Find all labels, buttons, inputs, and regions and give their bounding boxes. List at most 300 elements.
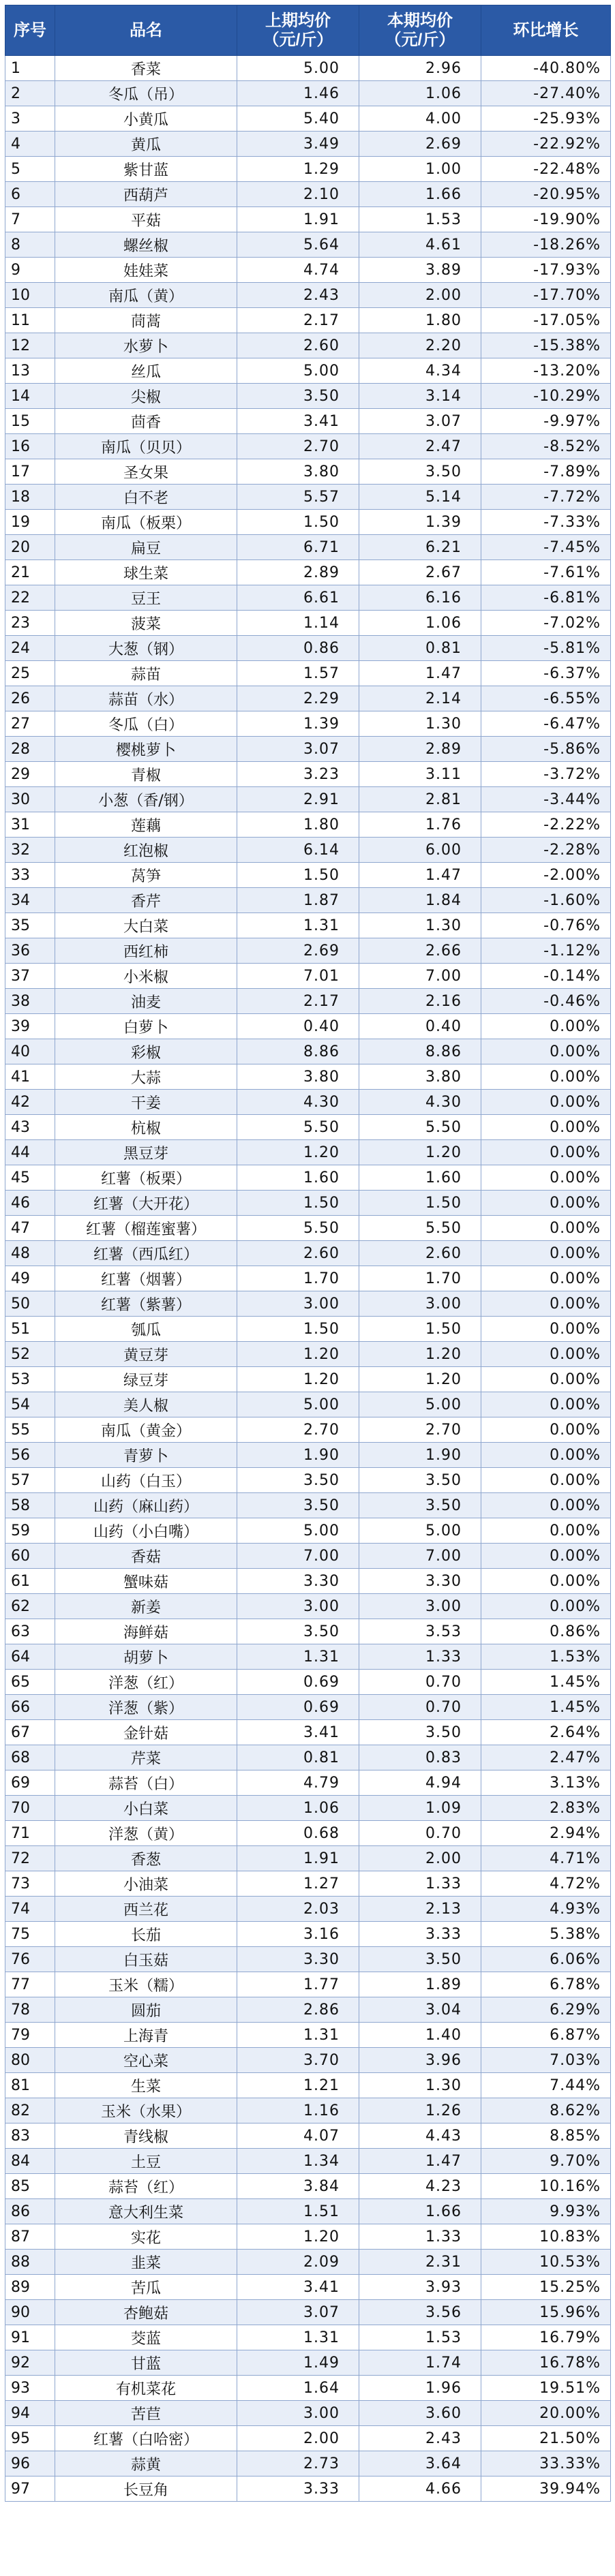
row-index: 8 [5, 232, 55, 258]
row-prev-price: 3.50 [237, 1619, 359, 1644]
row-curr-price: 1.80 [359, 308, 481, 333]
header-index: 序号 [5, 5, 55, 56]
row-change: 1.45% [481, 1670, 611, 1695]
row-name: 莲藕 [55, 812, 237, 838]
row-name: 长豆角 [55, 2477, 237, 2502]
row-prev-price: 5.64 [237, 232, 359, 258]
row-change: 6.29% [481, 1997, 611, 2023]
row-index: 64 [5, 1644, 55, 1670]
row-change: 0.00% [481, 1443, 611, 1468]
row-index: 74 [5, 1897, 55, 1922]
row-index: 57 [5, 1468, 55, 1493]
row-index: 85 [5, 2174, 55, 2199]
row-change: 0.00% [481, 1140, 611, 1165]
table-row [5, 459, 611, 485]
row-prev-price: 1.91 [237, 1846, 359, 1871]
row-prev-price: 3.41 [237, 2275, 359, 2300]
table-row [5, 1039, 611, 1064]
row-name: 土豆 [55, 2149, 237, 2174]
row-prev-price: 4.07 [237, 2123, 359, 2149]
row-prev-price: 5.50 [237, 1115, 359, 1140]
row-name: 红薯（大开花） [55, 1191, 237, 1216]
header-name: 品名 [55, 5, 237, 56]
row-index: 42 [5, 1090, 55, 1115]
row-curr-price: 1.39 [359, 510, 481, 535]
row-change: 0.00% [481, 1064, 611, 1090]
row-prev-price: 0.81 [237, 1745, 359, 1770]
table-row [5, 308, 611, 333]
row-name: 杭椒 [55, 1115, 237, 1140]
table-row [5, 1014, 611, 1039]
row-name: 香芹 [55, 888, 237, 913]
row-change: 1.53% [481, 1644, 611, 1670]
row-index: 31 [5, 812, 55, 838]
row-name: 意大利生菜 [55, 2199, 237, 2224]
row-prev-price: 3.49 [237, 132, 359, 157]
header-prev-price-line1: 上期均价 [265, 11, 331, 30]
row-curr-price: 3.07 [359, 409, 481, 434]
row-name: 空心菜 [55, 2048, 237, 2073]
table-row [5, 1090, 611, 1115]
table-row [5, 132, 611, 157]
row-index: 46 [5, 1191, 55, 1216]
table-body [5, 56, 611, 2502]
row-curr-price: 2.60 [359, 1241, 481, 1266]
row-curr-price: 7.00 [359, 964, 481, 989]
row-name: 干姜 [55, 1090, 237, 1115]
row-curr-price: 6.00 [359, 838, 481, 863]
table-row [5, 661, 611, 686]
row-change: 0.00% [481, 1191, 611, 1216]
row-name: 长茄 [55, 1922, 237, 1947]
table-row [5, 2123, 611, 2149]
row-name: 大白菜 [55, 913, 237, 938]
header-curr-price-line1: 本期均价 [387, 11, 453, 30]
row-curr-price: 3.04 [359, 1997, 481, 2023]
row-name: 小米椒 [55, 964, 237, 989]
row-change: 0.00% [481, 1216, 611, 1241]
row-prev-price: 4.30 [237, 1090, 359, 1115]
row-change: 10.53% [481, 2250, 611, 2275]
row-change: 2.83% [481, 1796, 611, 1821]
row-change: -19.90% [481, 207, 611, 232]
row-prev-price: 1.50 [237, 510, 359, 535]
row-index: 55 [5, 1417, 55, 1443]
row-curr-price: 3.50 [359, 1720, 481, 1745]
table-row [5, 1695, 611, 1720]
row-change: 16.79% [481, 2325, 611, 2350]
row-curr-price: 2.66 [359, 938, 481, 964]
row-curr-price: 1.70 [359, 1266, 481, 1291]
row-prev-price: 3.16 [237, 1922, 359, 1947]
table-row [5, 2376, 611, 2401]
row-name: 冬瓜（吊） [55, 81, 237, 106]
row-change: 4.71% [481, 1846, 611, 1871]
row-index: 94 [5, 2401, 55, 2426]
row-index: 19 [5, 510, 55, 535]
row-name: 有机菜花 [55, 2376, 237, 2401]
row-name: 豆王 [55, 585, 237, 611]
row-prev-price: 7.01 [237, 964, 359, 989]
table-row [5, 2174, 611, 2199]
row-curr-price: 3.33 [359, 1922, 481, 1947]
table-row [5, 1417, 611, 1443]
row-index: 23 [5, 611, 55, 636]
row-name: 小葱（香/钢） [55, 787, 237, 812]
row-name: 黄豆芽 [55, 1342, 237, 1367]
row-curr-price: 5.50 [359, 1216, 481, 1241]
row-prev-price: 1.16 [237, 2098, 359, 2123]
row-curr-price: 2.00 [359, 283, 481, 308]
row-name: 青萝卜 [55, 1443, 237, 1468]
row-prev-price: 1.46 [237, 81, 359, 106]
row-curr-price: 0.83 [359, 1745, 481, 1770]
row-index: 69 [5, 1770, 55, 1796]
row-index: 39 [5, 1014, 55, 1039]
row-prev-price: 3.50 [237, 1493, 359, 1518]
row-change: 9.93% [481, 2199, 611, 2224]
row-curr-price: 2.96 [359, 56, 481, 81]
row-prev-price: 1.50 [237, 863, 359, 888]
row-change: -3.72% [481, 762, 611, 787]
row-change: 0.00% [481, 1266, 611, 1291]
row-curr-price: 2.67 [359, 560, 481, 585]
row-change: 2.64% [481, 1720, 611, 1745]
row-name: 红薯（紫薯） [55, 1291, 237, 1317]
row-name: 小油菜 [55, 1871, 237, 1897]
row-name: 甘蓝 [55, 2350, 237, 2376]
row-prev-price: 3.07 [237, 737, 359, 762]
table-row [5, 1493, 611, 1518]
row-index: 14 [5, 384, 55, 409]
table-row [5, 1770, 611, 1796]
row-name: 红薯（榴莲蜜薯） [55, 1216, 237, 1241]
price-table [5, 5, 611, 2502]
row-change: 39.94% [481, 2477, 611, 2502]
row-index: 97 [5, 2477, 55, 2502]
row-name: 尖椒 [55, 384, 237, 409]
table-row [5, 157, 611, 182]
row-name: 韭菜 [55, 2250, 237, 2275]
row-index: 36 [5, 938, 55, 964]
row-prev-price: 1.50 [237, 1317, 359, 1342]
row-change: 0.00% [481, 1544, 611, 1569]
header-row [5, 5, 611, 56]
row-name: 西红柿 [55, 938, 237, 964]
table-row [5, 182, 611, 207]
table-row [5, 1922, 611, 1947]
table-row [5, 2426, 611, 2451]
row-curr-price: 2.81 [359, 787, 481, 812]
table-row [5, 2048, 611, 2073]
row-prev-price: 3.07 [237, 2300, 359, 2325]
row-index: 34 [5, 888, 55, 913]
table-row [5, 1518, 611, 1544]
row-curr-price: 4.30 [359, 1090, 481, 1115]
row-prev-price: 2.17 [237, 308, 359, 333]
row-prev-price: 3.80 [237, 1064, 359, 1090]
row-index: 45 [5, 1165, 55, 1191]
row-name: 胡萝卜 [55, 1644, 237, 1670]
row-index: 29 [5, 762, 55, 787]
table-row [5, 2401, 611, 2426]
row-name: 白玉菇 [55, 1947, 237, 1972]
row-index: 78 [5, 1997, 55, 2023]
row-name: 南瓜（贝贝） [55, 434, 237, 459]
row-curr-price: 3.11 [359, 762, 481, 787]
table-row [5, 1972, 611, 1997]
table-row [5, 1064, 611, 1090]
row-name: 红薯（烟薯） [55, 1266, 237, 1291]
row-change: 7.44% [481, 2073, 611, 2098]
row-curr-price: 1.47 [359, 2149, 481, 2174]
table-row [5, 1443, 611, 1468]
row-curr-price: 1.33 [359, 1871, 481, 1897]
row-name: 莴笋 [55, 863, 237, 888]
table-row [5, 81, 611, 106]
row-change: -17.05% [481, 308, 611, 333]
row-change: -5.81% [481, 636, 611, 661]
table-row [5, 535, 611, 560]
row-change: -0.46% [481, 989, 611, 1014]
row-prev-price: 0.68 [237, 1821, 359, 1846]
row-change: 15.25% [481, 2275, 611, 2300]
row-index: 53 [5, 1367, 55, 1392]
row-prev-price: 3.41 [237, 1720, 359, 1745]
row-curr-price: 1.60 [359, 1165, 481, 1191]
table-row [5, 1266, 611, 1291]
table-row [5, 1291, 611, 1317]
row-curr-price: 5.00 [359, 1392, 481, 1417]
row-prev-price: 3.50 [237, 1468, 359, 1493]
row-index: 52 [5, 1342, 55, 1367]
row-change: 10.83% [481, 2224, 611, 2250]
table-row [5, 2199, 611, 2224]
row-curr-price: 3.30 [359, 1569, 481, 1594]
row-curr-price: 1.26 [359, 2098, 481, 2123]
row-curr-price: 3.50 [359, 1947, 481, 1972]
row-prev-price: 1.80 [237, 812, 359, 838]
row-change: -17.93% [481, 258, 611, 283]
row-curr-price: 2.20 [359, 333, 481, 358]
row-name: 扁豆 [55, 535, 237, 560]
table-row [5, 2098, 611, 2123]
table-row [5, 2451, 611, 2477]
table-row [5, 1569, 611, 1594]
row-index: 30 [5, 787, 55, 812]
row-curr-price: 1.66 [359, 182, 481, 207]
row-prev-price: 0.40 [237, 1014, 359, 1039]
row-change: 4.93% [481, 1897, 611, 1922]
row-change: 0.00% [481, 1241, 611, 1266]
row-index: 25 [5, 661, 55, 686]
row-change: -10.29% [481, 384, 611, 409]
row-prev-price: 3.33 [237, 2477, 359, 2502]
row-prev-price: 1.49 [237, 2350, 359, 2376]
row-curr-price: 2.13 [359, 1897, 481, 1922]
row-curr-price: 1.30 [359, 913, 481, 938]
row-curr-price: 4.94 [359, 1770, 481, 1796]
row-curr-price: 1.47 [359, 661, 481, 686]
row-change: -7.72% [481, 485, 611, 510]
row-index: 66 [5, 1695, 55, 1720]
row-name: 茼蒿 [55, 308, 237, 333]
row-prev-price: 1.31 [237, 2325, 359, 2350]
row-prev-price: 6.71 [237, 535, 359, 560]
row-prev-price: 7.00 [237, 1544, 359, 1569]
table-row [5, 1997, 611, 2023]
row-prev-price: 2.60 [237, 1241, 359, 1266]
row-index: 67 [5, 1720, 55, 1745]
row-prev-price: 1.20 [237, 1367, 359, 1392]
table-row [5, 1594, 611, 1619]
row-prev-price: 5.40 [237, 106, 359, 132]
row-curr-price: 0.81 [359, 636, 481, 661]
table-row [5, 863, 611, 888]
row-change: -7.02% [481, 611, 611, 636]
row-prev-price: 3.00 [237, 2401, 359, 2426]
row-change: -0.14% [481, 964, 611, 989]
row-name: 大蒜 [55, 1064, 237, 1090]
row-curr-price: 0.70 [359, 1670, 481, 1695]
row-curr-price: 3.50 [359, 459, 481, 485]
row-name: 香菇 [55, 1544, 237, 1569]
row-change: 3.13% [481, 1770, 611, 1796]
row-curr-price: 1.47 [359, 863, 481, 888]
row-curr-price: 1.20 [359, 1140, 481, 1165]
table-row [5, 1846, 611, 1871]
table-row [5, 358, 611, 384]
table-row [5, 2477, 611, 2502]
row-index: 56 [5, 1443, 55, 1468]
row-index: 72 [5, 1846, 55, 1871]
table-row [5, 1367, 611, 1392]
row-curr-price: 2.31 [359, 2250, 481, 2275]
row-index: 92 [5, 2350, 55, 2376]
row-index: 37 [5, 964, 55, 989]
row-prev-price: 2.70 [237, 1417, 359, 1443]
row-change: -1.12% [481, 938, 611, 964]
row-name: 美人椒 [55, 1392, 237, 1417]
row-curr-price: 1.74 [359, 2350, 481, 2376]
row-prev-price: 8.86 [237, 1039, 359, 1064]
row-prev-price: 2.86 [237, 1997, 359, 2023]
table-row [5, 2325, 611, 2350]
row-name: 山药（麻山药） [55, 1493, 237, 1518]
row-change: 0.86% [481, 1619, 611, 1644]
row-name: 玉米（糯） [55, 1972, 237, 1997]
row-prev-price: 1.60 [237, 1165, 359, 1191]
row-prev-price: 1.87 [237, 888, 359, 913]
row-index: 2 [5, 81, 55, 106]
row-index: 73 [5, 1871, 55, 1897]
row-index: 5 [5, 157, 55, 182]
table-row [5, 611, 611, 636]
row-curr-price: 4.00 [359, 106, 481, 132]
row-prev-price: 2.70 [237, 434, 359, 459]
row-index: 96 [5, 2451, 55, 2477]
row-curr-price: 6.21 [359, 535, 481, 560]
table-row [5, 964, 611, 989]
row-index: 79 [5, 2023, 55, 2048]
row-change: -7.45% [481, 535, 611, 560]
row-change: -9.97% [481, 409, 611, 434]
row-change: 0.00% [481, 1417, 611, 1443]
row-index: 75 [5, 1922, 55, 1947]
row-change: 33.33% [481, 2451, 611, 2477]
row-index: 49 [5, 1266, 55, 1291]
row-index: 71 [5, 1821, 55, 1846]
row-name: 冬瓜（白） [55, 711, 237, 737]
row-curr-price: 3.50 [359, 1468, 481, 1493]
row-prev-price: 1.77 [237, 1972, 359, 1997]
table-row [5, 787, 611, 812]
row-curr-price: 3.96 [359, 2048, 481, 2073]
row-curr-price: 1.40 [359, 2023, 481, 2048]
row-change: -1.60% [481, 888, 611, 913]
table-row [5, 1745, 611, 1770]
table-row [5, 1897, 611, 1922]
row-change: -7.89% [481, 459, 611, 485]
row-name: 彩椒 [55, 1039, 237, 1064]
row-index: 90 [5, 2300, 55, 2325]
table-row [5, 1947, 611, 1972]
row-curr-price: 0.70 [359, 1695, 481, 1720]
row-prev-price: 1.90 [237, 1443, 359, 1468]
row-index: 15 [5, 409, 55, 434]
row-curr-price: 1.84 [359, 888, 481, 913]
row-curr-price: 5.50 [359, 1115, 481, 1140]
row-curr-price: 1.53 [359, 2325, 481, 2350]
row-name: 红薯（白哈密） [55, 2426, 237, 2451]
row-curr-price: 3.00 [359, 1291, 481, 1317]
row-name: 小黄瓜 [55, 106, 237, 132]
row-index: 6 [5, 182, 55, 207]
row-index: 60 [5, 1544, 55, 1569]
row-index: 84 [5, 2149, 55, 2174]
row-prev-price: 5.00 [237, 358, 359, 384]
table-row [5, 838, 611, 863]
row-name: 红薯（板栗） [55, 1165, 237, 1191]
row-name: 南瓜（板栗） [55, 510, 237, 535]
row-change: 0.00% [481, 1291, 611, 1317]
row-change: -7.33% [481, 510, 611, 535]
row-prev-price: 2.00 [237, 2426, 359, 2451]
row-change: -2.28% [481, 838, 611, 863]
row-change: 0.00% [481, 1594, 611, 1619]
row-change: -13.20% [481, 358, 611, 384]
table-row [5, 283, 611, 308]
row-index: 32 [5, 838, 55, 863]
row-change: 8.85% [481, 2123, 611, 2149]
row-index: 40 [5, 1039, 55, 1064]
row-prev-price: 2.03 [237, 1897, 359, 1922]
table-row [5, 1241, 611, 1266]
row-name: 茭蓝 [55, 2325, 237, 2350]
row-change: -40.80% [481, 56, 611, 81]
row-curr-price: 1.33 [359, 2224, 481, 2250]
row-name: 娃娃菜 [55, 258, 237, 283]
table-row [5, 2224, 611, 2250]
row-curr-price: 2.69 [359, 132, 481, 157]
row-index: 47 [5, 1216, 55, 1241]
row-prev-price: 1.29 [237, 157, 359, 182]
row-name: 蒜苔（红） [55, 2174, 237, 2199]
row-index: 21 [5, 560, 55, 585]
row-change: -3.44% [481, 787, 611, 812]
row-prev-price: 3.00 [237, 1291, 359, 1317]
row-name: 圆茄 [55, 1997, 237, 2023]
